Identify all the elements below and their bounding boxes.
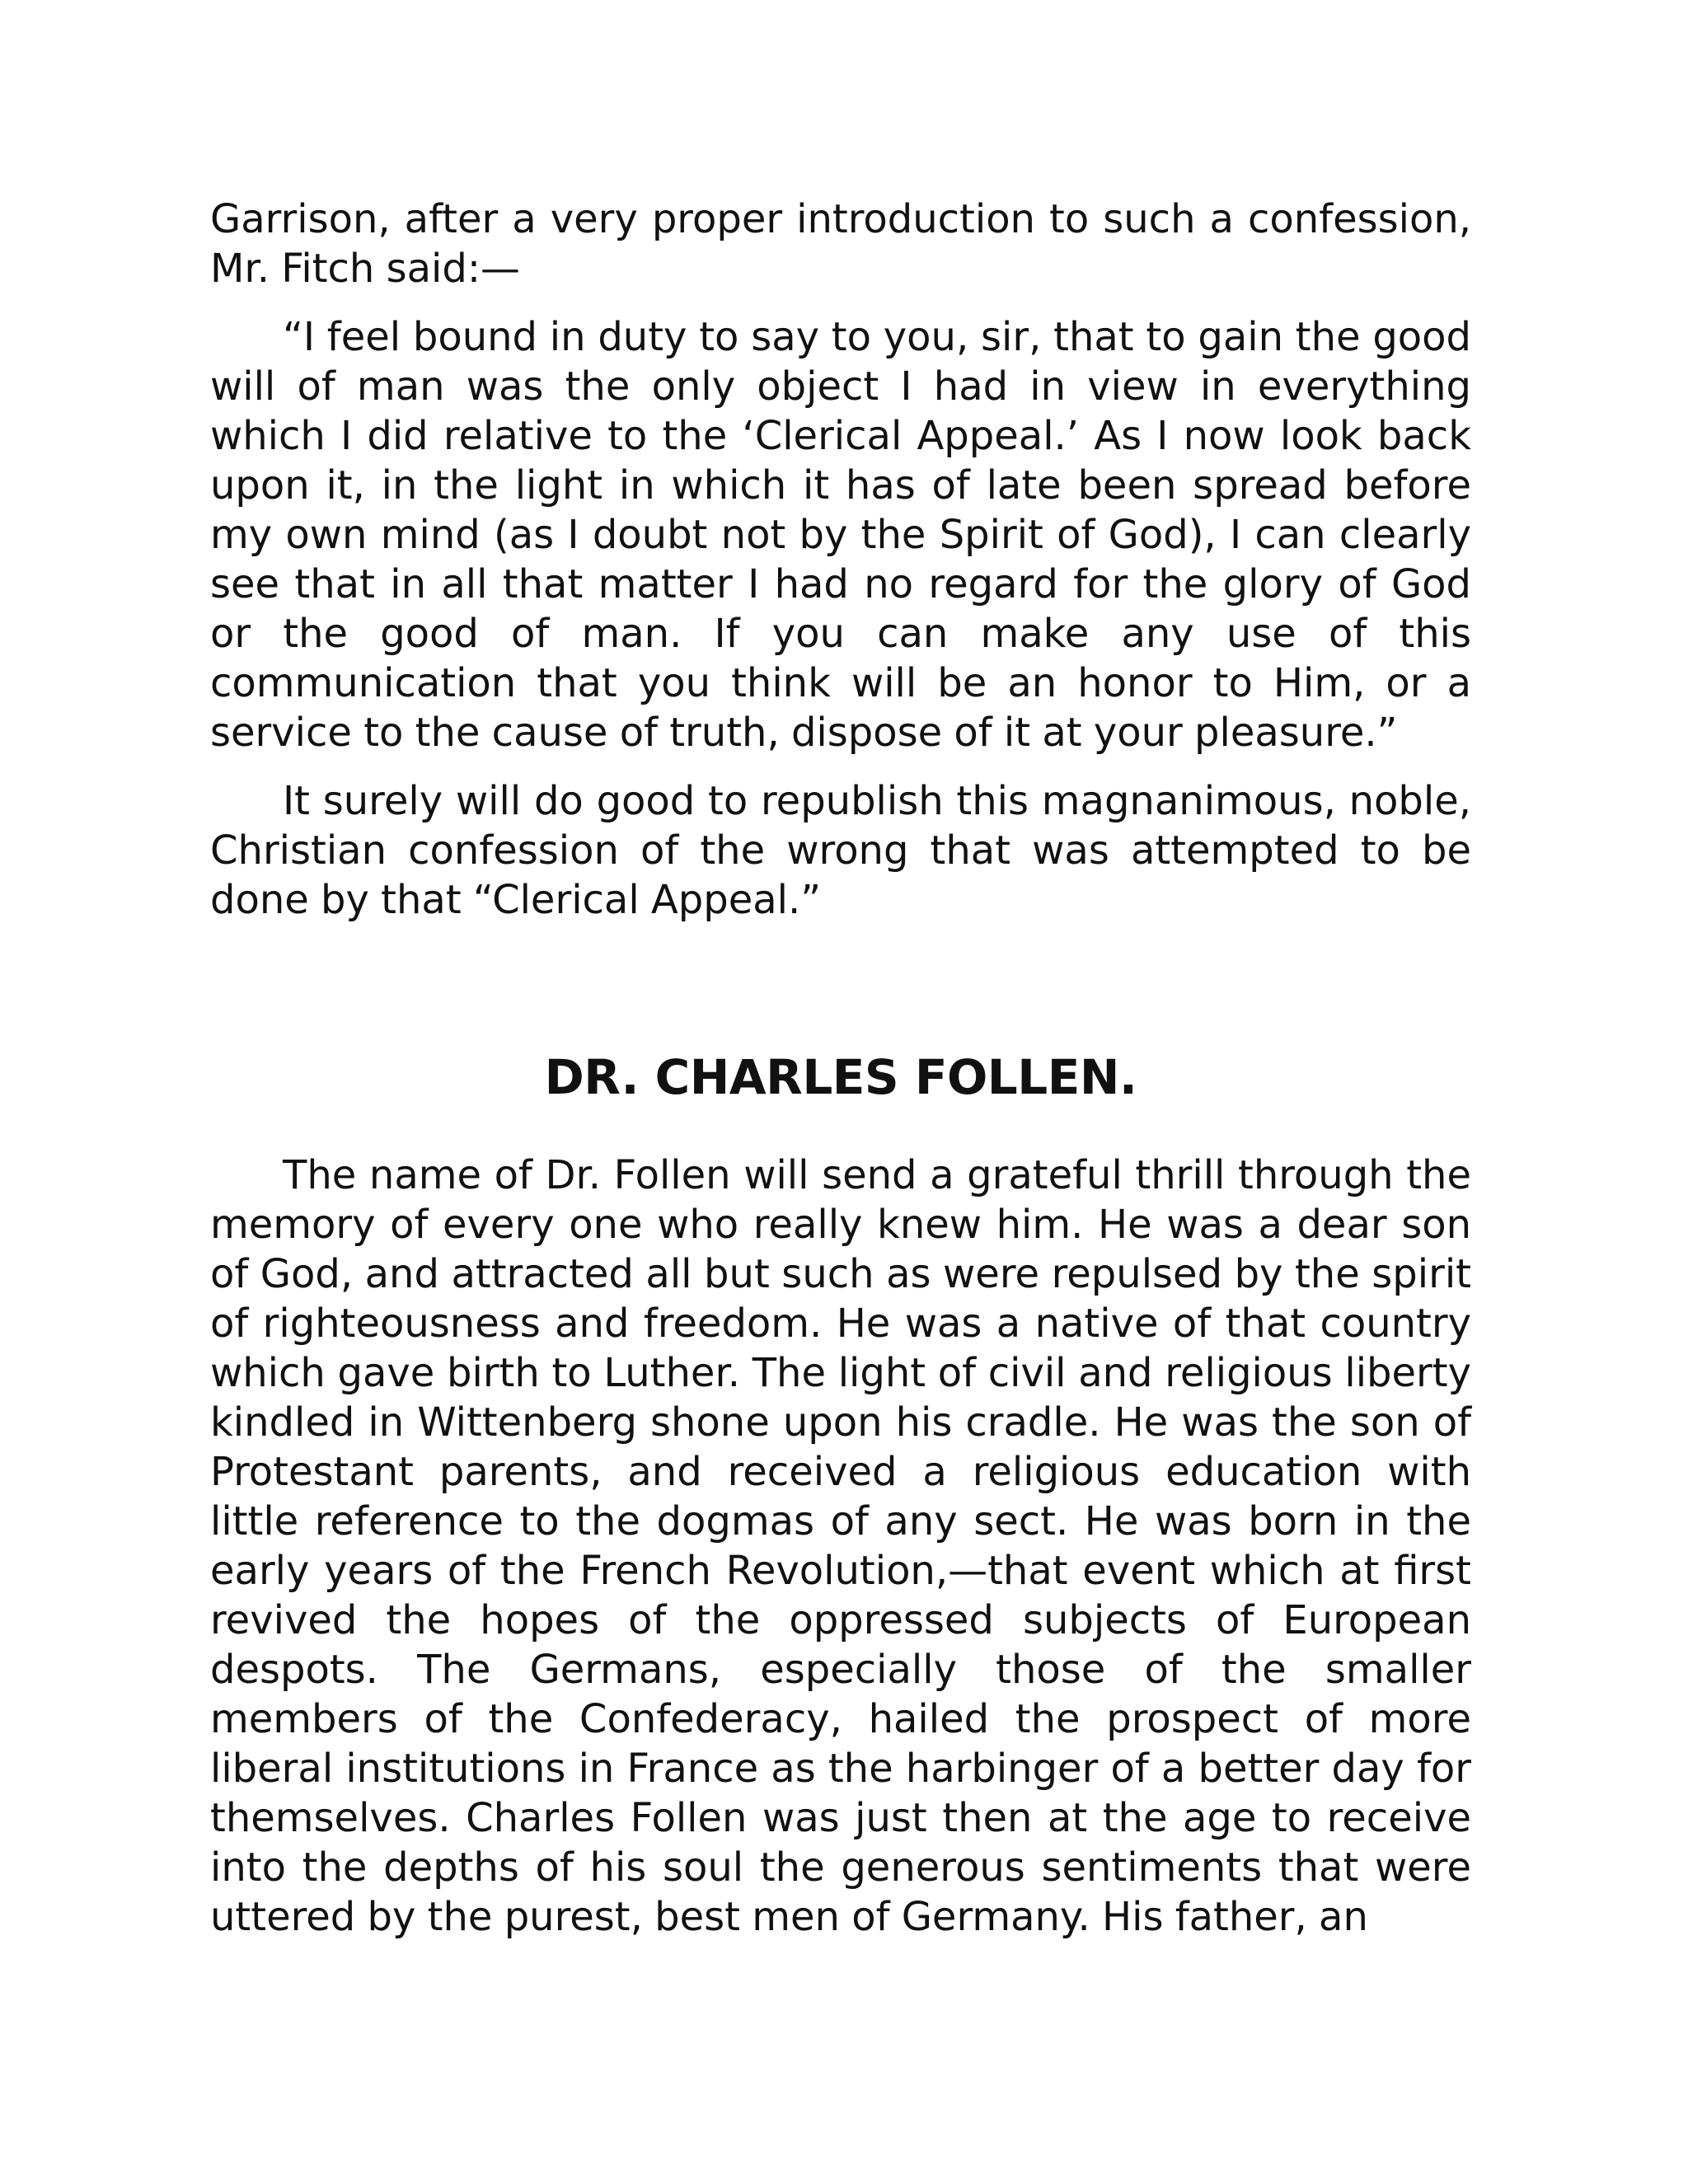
paragraph-republish-note: It surely will do good to republish this magnanimous, noble, Christian confession of the wrong that was attempted to be done by that “Clerical Appeal.” [210, 778, 1471, 923]
section-heading: DR. CHARLES FOLLEN. [544, 1049, 1137, 1105]
paragraph-follen-biography: The name of Dr. Follen will send a grateful thrill through the memory of every one who really knew him. He was a dear son of God, and attracted all but such as were repulsed by the spirit of righteousness and freedom. He was a native of that country which gave birth to Luther. The light of civil and religious liberty kindled in Wittenberg shone upon his cradle. He was the son of Protestant parents, and received a religious education with little reference to the dogmas of any sect. He was born in the early years of the French Revolution,—that event which at first revived the hopes of the oppressed subjects of European despots. The Germans, especially those of the smaller members of the Confederacy, hailed the prospect of more liberal institutions in France as the harbinger of a better day for themselves. Charles Follen was just then at the age to receive into the depths of his soul the generous sentiments that were uttered by the purest, best men of Germany. His father, an [210, 1152, 1471, 1940]
paragraph-fitch-quote: “I feel bound in duty to say to you, sir, that to gain the good will of man was the only object I had in view in everything which I did relative to the ‘Clerical Appeal.’ As I now look back upon it, in the light in which it has of late been spread before my own mind (as I doubt not by the Spirit of God), I can clearly see that in all that matter I had no regard for the glory of God or the good of man. If you can make any use of this communication that you think will be an honor to Him, or a service to the cause of truth, dispose of it at your pleasure.” [210, 314, 1471, 756]
document-page [210, 194, 1471, 1942]
paragraph-garrison-intro: Garrison, after a very proper introduction to such a confession, Mr. Fitch said:— [210, 196, 1471, 292]
